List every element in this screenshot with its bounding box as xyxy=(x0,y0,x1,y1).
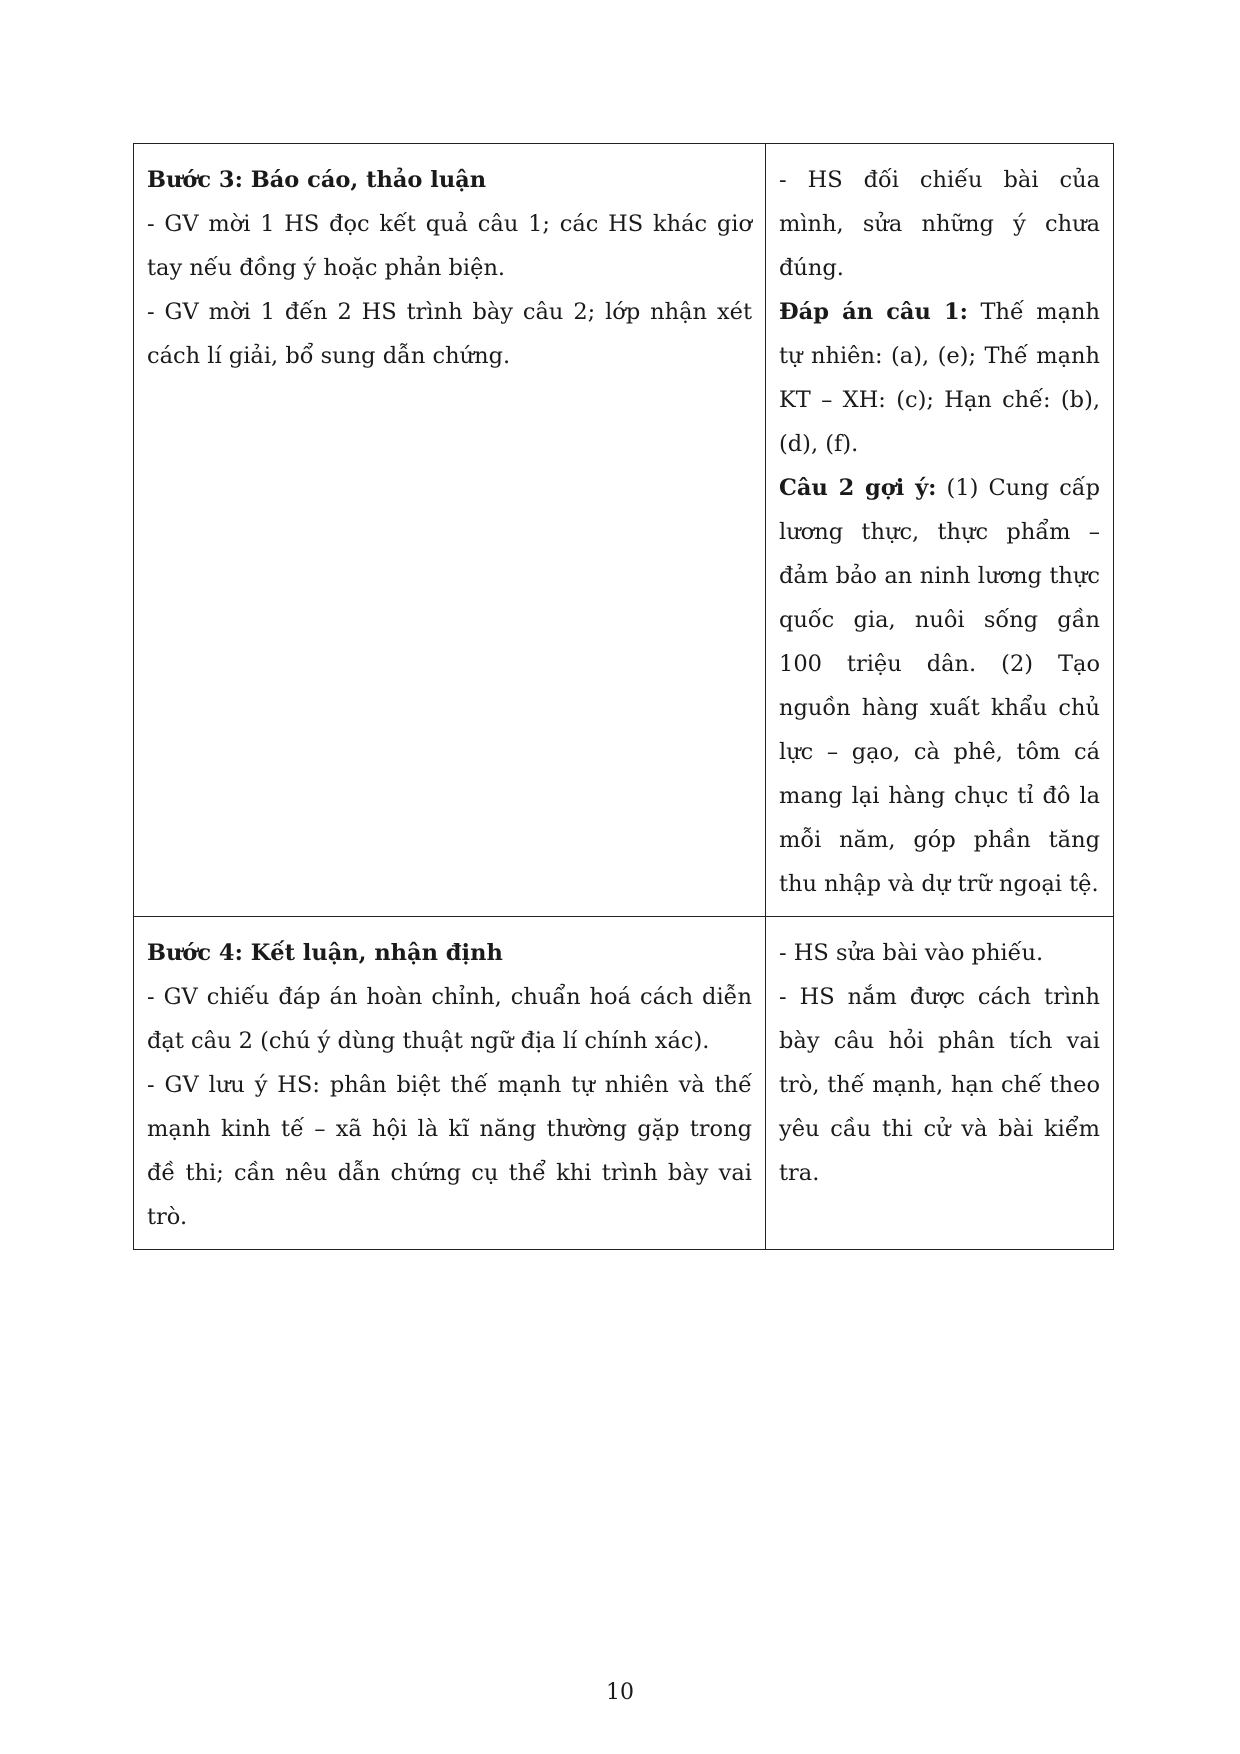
student-activity-cell-step-4 xyxy=(766,917,1114,1250)
step-4-teacher-line-1: - GV chiếu đáp án hoàn chỉnh, chuẩn hoá cách diễn đạt câu 2 (chú ý dùng thuật ngữ địa lí chính xác). xyxy=(147,984,752,1054)
step-4-student-line-2: - HS nắm được cách trình bày câu hỏi phân tích vai trò, thế mạnh, hạn chế theo yêu cầu thi cử và bài kiểm tra. xyxy=(779,984,1100,1186)
table-row-step-4 xyxy=(134,917,1114,1250)
table-row-step-3 xyxy=(134,144,1114,917)
page-number: 10 xyxy=(606,1680,634,1705)
answer-2-paragraph xyxy=(779,466,1100,906)
step-3-student-intro: - HS đối chiếu bài của mình, sửa những ý chưa đúng. xyxy=(779,167,1100,281)
answer-2-text: (1) Cung cấp lương thực, thực phẩm – đảm bảo an ninh lương thực quốc gia, nuôi sống gần 100 triệu dân. (2) Tạo nguồn hàng xuất khẩu chủ lực – gạo, cà phê, tôm cá mang lại hàng chục tỉ đô la mỗi năm, góp phần tăng thu nhập và dự trữ ngoại tệ. xyxy=(779,475,1100,897)
answer-2-label: Câu 2 gợi ý: xyxy=(779,475,937,501)
step-3-teacher-line-1: - GV mời 1 HS đọc kết quả câu 1; các HS khác giơ tay nếu đồng ý hoặc phản biện. xyxy=(147,211,752,281)
teacher-activity-cell-step-4 xyxy=(134,917,766,1250)
answer-1-label: Đáp án câu 1: xyxy=(779,299,968,325)
step-3-title: Bước 3: Báo cáo, thảo luận xyxy=(147,167,487,193)
step-4-title: Bước 4: Kết luận, nhận định xyxy=(147,940,503,966)
step-4-student-line-1: - HS sửa bài vào phiếu. xyxy=(779,940,1044,966)
student-activity-cell-step-3 xyxy=(766,144,1114,917)
step-4-teacher-line-2: - GV lưu ý HS: phân biệt thế mạnh tự nhiên và thế mạnh kinh tế – xã hội là kĩ năng thường gặp trong đề thi; cần nêu dẫn chứng cụ thể khi trình bày vai trò. xyxy=(147,1072,752,1230)
step-3-teacher-line-2: - GV mời 1 đến 2 HS trình bày câu 2; lớp nhận xét cách lí giải, bổ sung dẫn chứng. xyxy=(147,299,752,369)
teacher-activity-cell-step-3 xyxy=(134,144,766,917)
answer-1-paragraph xyxy=(779,290,1100,466)
answer-1-text: Thế mạnh tự nhiên: (a), (e); Thế mạnh KT – XH: (c); Hạn chế: (b), (d), (f). xyxy=(779,299,1100,457)
lesson-plan-table xyxy=(133,143,1114,1250)
